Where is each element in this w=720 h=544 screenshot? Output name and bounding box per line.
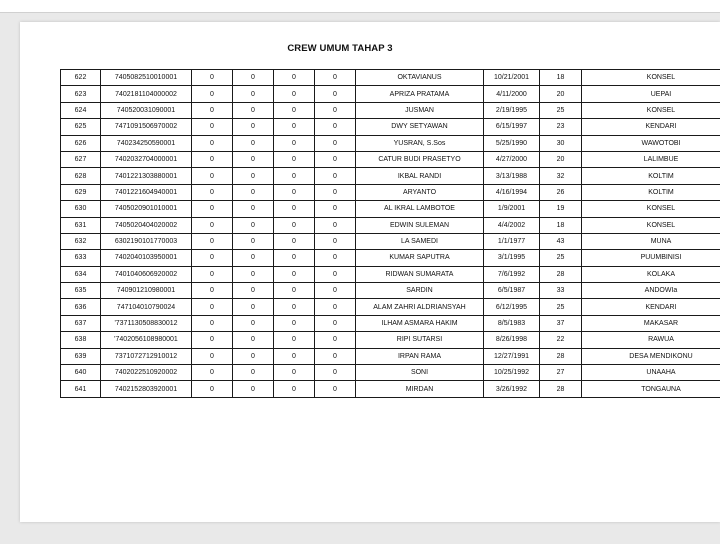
cell-value-3: 0 [274,233,315,249]
cell-value-2: 0 [233,381,274,397]
cell-birth-date: 3/1/1995 [484,250,540,266]
cell-value-3: 0 [274,86,315,102]
cell-row-number: 630 [61,201,101,217]
cell-row-number: 635 [61,283,101,299]
cell-age: 27 [540,365,582,381]
cell-value-1: 0 [192,381,233,397]
cell-id-number: 6302190101770003 [101,233,192,249]
cell-value-4: 0 [315,332,356,348]
cell-location: KONSEL [582,201,720,217]
cell-id-number: 7405020901010001 [101,201,192,217]
cell-value-4: 0 [315,381,356,397]
cell-row-number: 638 [61,332,101,348]
cell-value-1: 0 [192,151,233,167]
previous-page-edge [0,0,720,13]
table-row [61,86,720,102]
cell-age: 18 [540,70,582,86]
table-row [61,217,720,233]
cell-id-number: 7401221604940001 [101,184,192,200]
cell-row-number: 623 [61,86,101,102]
cell-value-4: 0 [315,135,356,151]
cell-id-number: '7402056108980001 [101,332,192,348]
cell-location: ANDOWIa [582,283,720,299]
table-row [61,283,720,299]
cell-value-2: 0 [233,86,274,102]
cell-value-1: 0 [192,266,233,282]
cell-birth-date: 4/4/2002 [484,217,540,233]
cell-birth-date: 1/9/2001 [484,201,540,217]
cell-name: RIPI SUTARSI [356,332,484,348]
cell-location: WAWOTOBI [582,135,720,151]
cell-row-number: 636 [61,299,101,315]
table-row [61,151,720,167]
cell-age: 26 [540,184,582,200]
cell-birth-date: 8/26/1998 [484,332,540,348]
cell-value-1: 0 [192,135,233,151]
cell-location: TONGAUNA [582,381,720,397]
cell-value-1: 0 [192,86,233,102]
cell-value-4: 0 [315,233,356,249]
cell-id-number: 7402022510920002 [101,365,192,381]
cell-birth-date: 4/11/2000 [484,86,540,102]
cell-value-2: 0 [233,70,274,86]
cell-value-2: 0 [233,233,274,249]
cell-name: ALAM ZAHRI ALDRIANSYAH [356,299,484,315]
cell-name: ARYANTO [356,184,484,200]
cell-name: APRIZA PRATAMA [356,86,484,102]
cell-row-number: 627 [61,151,101,167]
table-row [61,119,720,135]
cell-value-4: 0 [315,250,356,266]
cell-value-2: 0 [233,250,274,266]
cell-age: 37 [540,315,582,331]
cell-name: AL IKRAL LAMBOTOE [356,201,484,217]
cell-id-number: 7402181104000002 [101,86,192,102]
cell-value-4: 0 [315,102,356,118]
cell-age: 23 [540,119,582,135]
cell-location: MAKASAR [582,315,720,331]
cell-value-1: 0 [192,332,233,348]
cell-value-1: 0 [192,283,233,299]
cell-name: JUSMAN [356,102,484,118]
cell-age: 33 [540,283,582,299]
cell-name: SARDIN [356,283,484,299]
cell-id-number: 7471091506970002 [101,119,192,135]
cell-name: EDWIN SULEMAN [356,217,484,233]
cell-id-number: 7405082510010001 [101,70,192,86]
table-row [61,250,720,266]
cell-location: KOLTIM [582,184,720,200]
cell-value-1: 0 [192,233,233,249]
cell-name: ILHAM ASMARA HAKIM [356,315,484,331]
cell-location: KONSEL [582,102,720,118]
cell-location: UNAAHA [582,365,720,381]
cell-name: DWY SETYAWAN [356,119,484,135]
cell-birth-date: 3/13/1988 [484,168,540,184]
table-row [61,381,720,397]
table-row [61,168,720,184]
cell-value-2: 0 [233,266,274,282]
cell-name: YUSRAN, S.Sos [356,135,484,151]
table-row [61,348,720,364]
cell-value-2: 0 [233,151,274,167]
cell-value-4: 0 [315,266,356,282]
cell-id-number: 747104010790024 [101,299,192,315]
cell-location: LALIMBUE [582,151,720,167]
cell-value-4: 0 [315,283,356,299]
cell-row-number: 634 [61,266,101,282]
cell-value-4: 0 [315,348,356,364]
table-row [61,233,720,249]
cell-age: 25 [540,299,582,315]
cell-value-4: 0 [315,86,356,102]
table-row [61,332,720,348]
cell-name: OKTAVIANUS [356,70,484,86]
cell-row-number: 637 [61,315,101,331]
cell-value-1: 0 [192,217,233,233]
cell-name: MIRDAN [356,381,484,397]
cell-value-3: 0 [274,315,315,331]
cell-value-1: 0 [192,315,233,331]
cell-value-1: 0 [192,168,233,184]
cell-birth-date: 10/25/1992 [484,365,540,381]
document-page [20,22,720,522]
cell-row-number: 625 [61,119,101,135]
cell-id-number: 7405020404020002 [101,217,192,233]
cell-age: 28 [540,266,582,282]
cell-value-4: 0 [315,184,356,200]
cell-value-3: 0 [274,119,315,135]
cell-row-number: 632 [61,233,101,249]
cell-value-3: 0 [274,135,315,151]
cell-value-4: 0 [315,151,356,167]
page-title: CREW UMUM TAHAP 3 [287,43,393,54]
cell-age: 25 [540,250,582,266]
cell-value-2: 0 [233,217,274,233]
cell-row-number: 628 [61,168,101,184]
cell-value-2: 0 [233,332,274,348]
cell-location: MUNA [582,233,720,249]
cell-value-1: 0 [192,299,233,315]
cell-value-2: 0 [233,119,274,135]
cell-id-number: 740234250590001 [101,135,192,151]
cell-age: 28 [540,381,582,397]
cell-value-3: 0 [274,299,315,315]
cell-value-2: 0 [233,168,274,184]
cell-birth-date: 4/27/2000 [484,151,540,167]
cell-id-number: 7402040103950001 [101,250,192,266]
cell-birth-date: 6/5/1987 [484,283,540,299]
cell-row-number: 629 [61,184,101,200]
cell-age: 18 [540,217,582,233]
cell-id-number: 7371072712910012 [101,348,192,364]
cell-value-4: 0 [315,201,356,217]
cell-value-2: 0 [233,102,274,118]
cell-value-3: 0 [274,168,315,184]
table-row [61,201,720,217]
table-row [61,266,720,282]
cell-birth-date: 1/1/1977 [484,233,540,249]
cell-name: IKBAL RANDI [356,168,484,184]
cell-value-3: 0 [274,102,315,118]
cell-id-number: 740520031090001 [101,102,192,118]
cell-value-1: 0 [192,70,233,86]
cell-age: 22 [540,332,582,348]
cell-location: KENDARI [582,299,720,315]
cell-value-2: 0 [233,299,274,315]
table-row [61,365,720,381]
cell-value-4: 0 [315,315,356,331]
cell-value-1: 0 [192,201,233,217]
cell-value-1: 0 [192,102,233,118]
cell-location: DESA MENDIKONU [582,348,720,364]
cell-location: KONSEL [582,70,720,86]
cell-name: IRPAN RAMA [356,348,484,364]
cell-value-2: 0 [233,283,274,299]
cell-birth-date: 4/16/1994 [484,184,540,200]
cell-id-number: 740901210980001 [101,283,192,299]
cell-value-3: 0 [274,201,315,217]
cell-value-3: 0 [274,348,315,364]
cell-value-2: 0 [233,135,274,151]
cell-value-3: 0 [274,332,315,348]
cell-birth-date: 3/26/1992 [484,381,540,397]
cell-location: KONSEL [582,217,720,233]
cell-value-1: 0 [192,250,233,266]
cell-birth-date: 5/25/1990 [484,135,540,151]
crew-table-body [61,70,720,398]
cell-birth-date: 8/5/1983 [484,315,540,331]
cell-id-number: 7401221303880001 [101,168,192,184]
cell-age: 25 [540,102,582,118]
cell-value-2: 0 [233,315,274,331]
cell-row-number: 626 [61,135,101,151]
cell-value-1: 0 [192,119,233,135]
cell-id-number: 7402032704000001 [101,151,192,167]
cell-birth-date: 12/27/1991 [484,348,540,364]
crew-table [60,69,720,398]
cell-value-4: 0 [315,217,356,233]
cell-value-1: 0 [192,348,233,364]
cell-age: 20 [540,151,582,167]
cell-age: 28 [540,348,582,364]
cell-birth-date: 6/12/1995 [484,299,540,315]
table-row [61,102,720,118]
cell-value-3: 0 [274,217,315,233]
cell-value-4: 0 [315,365,356,381]
cell-id-number: 7401040606920002 [101,266,192,282]
cell-location: UEPAI [582,86,720,102]
cell-value-4: 0 [315,168,356,184]
cell-value-3: 0 [274,365,315,381]
cell-id-number: '7371130508830012 [101,315,192,331]
cell-location: KENDARI [582,119,720,135]
cell-age: 19 [540,201,582,217]
cell-location: KOLTIM [582,168,720,184]
cell-value-3: 0 [274,250,315,266]
cell-row-number: 624 [61,102,101,118]
cell-value-3: 0 [274,151,315,167]
cell-row-number: 631 [61,217,101,233]
table-row [61,184,720,200]
cell-name: KUMAR SAPUTRA [356,250,484,266]
cell-value-1: 0 [192,184,233,200]
cell-value-3: 0 [274,266,315,282]
cell-age: 32 [540,168,582,184]
cell-value-3: 0 [274,70,315,86]
cell-name: CATUR BUDI PRASETYO [356,151,484,167]
cell-value-2: 0 [233,365,274,381]
cell-value-4: 0 [315,119,356,135]
table-row [61,70,720,86]
cell-value-1: 0 [192,365,233,381]
cell-value-3: 0 [274,381,315,397]
cell-name: SONI [356,365,484,381]
cell-row-number: 622 [61,70,101,86]
table-row [61,315,720,331]
cell-age: 30 [540,135,582,151]
cell-row-number: 633 [61,250,101,266]
cell-name: LA SAMEDI [356,233,484,249]
cell-value-3: 0 [274,283,315,299]
cell-value-3: 0 [274,184,315,200]
cell-age: 20 [540,86,582,102]
cell-birth-date: 2/19/1995 [484,102,540,118]
cell-birth-date: 6/15/1997 [484,119,540,135]
table-row [61,135,720,151]
cell-value-4: 0 [315,70,356,86]
cell-value-2: 0 [233,201,274,217]
cell-row-number: 639 [61,348,101,364]
cell-value-2: 0 [233,184,274,200]
cell-row-number: 640 [61,365,101,381]
cell-age: 43 [540,233,582,249]
cell-name: RIDWAN SUMARATA [356,266,484,282]
cell-location: PUUMBINISI [582,250,720,266]
cell-value-4: 0 [315,299,356,315]
cell-id-number: 7402152803920001 [101,381,192,397]
cell-location: KOLAKA [582,266,720,282]
cell-row-number: 641 [61,381,101,397]
table-row [61,299,720,315]
cell-birth-date: 7/6/1992 [484,266,540,282]
cell-birth-date: 10/21/2001 [484,70,540,86]
cell-location: RAWUA [582,332,720,348]
cell-value-2: 0 [233,348,274,364]
